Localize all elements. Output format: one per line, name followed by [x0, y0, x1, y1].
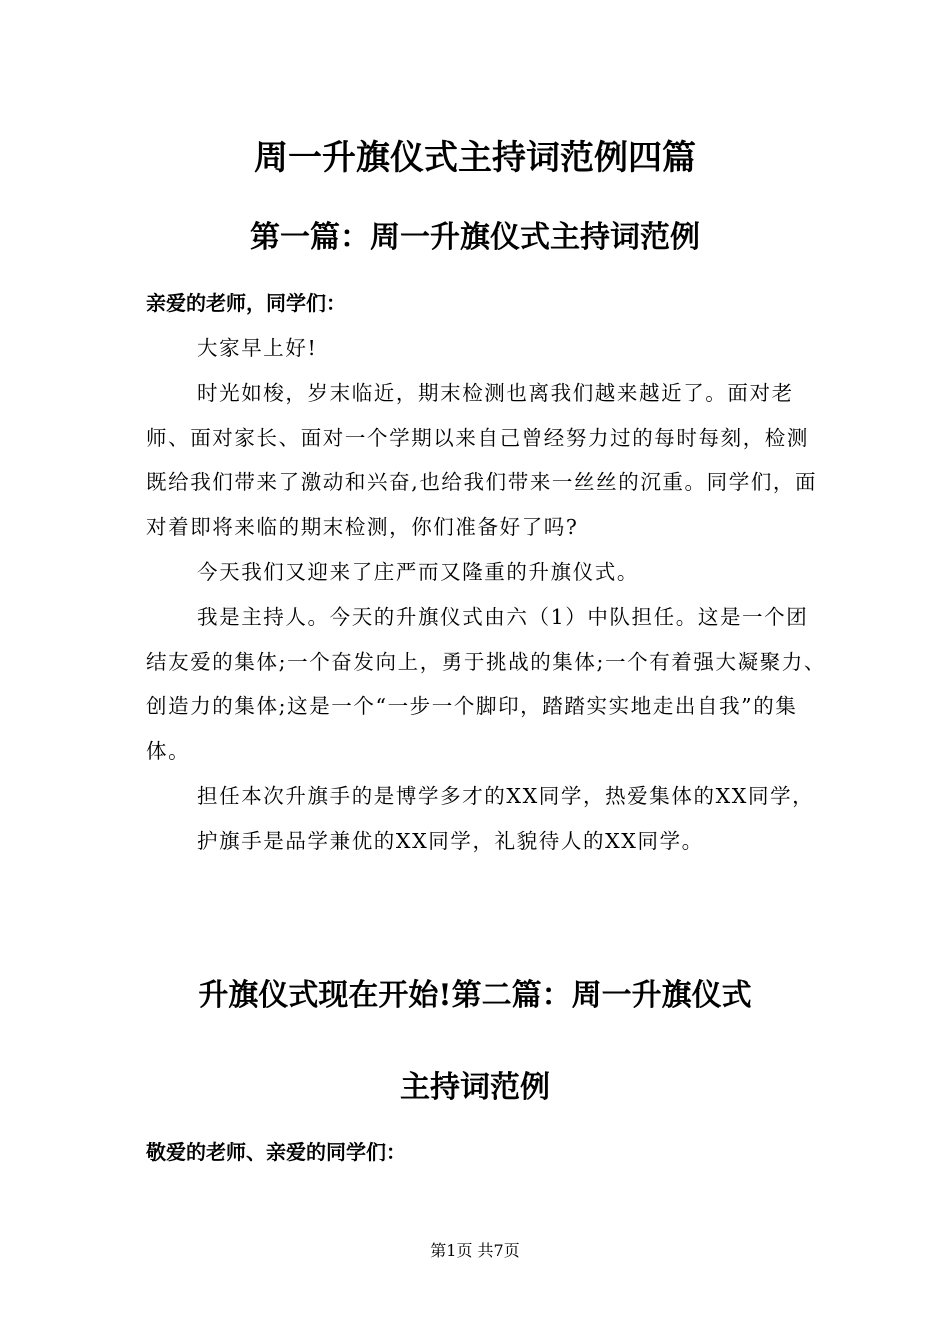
- section2-heading-line1: 升旗仪式现在开始!第二篇：周一升旗仪式: [198, 978, 752, 1013]
- paragraph: 担任本次升旗手的是博学多才的XX同学，热爱集体的XX同学，: [197, 783, 815, 808]
- paragraph: 大家早上好!: [197, 336, 318, 360]
- section2-heading-line2: 主持词范例: [400, 1070, 550, 1105]
- section1-salutation: 亲爱的老师，同学们：: [146, 291, 346, 315]
- paragraph: 我是主持人。今天的升旗仪式由六（1）中队担任。这是一个团结友爱的集体;一个奋发向上，勇于挑战的集体;一个有着强大凝聚力、创造力的集体;这是一个“一步一个脚印，踏踏实实地走出自我”的集体。: [146, 604, 827, 764]
- section1-heading: 第一篇：周一升旗仪式主持词范例: [250, 220, 700, 255]
- paragraph: 护旗手是品学兼优的XX同学，礼貌待人的XX同学。: [197, 828, 704, 853]
- section1-body: [146, 326, 826, 864]
- document-title: 周一升旗仪式主持词范例四篇: [254, 138, 696, 178]
- section2-salutation: 敬爱的老师、亲爱的同学们：: [146, 1140, 406, 1164]
- paragraph: 时光如梭，岁末临近，期末检测也离我们越来越近了。面对老师、面对家长、面对一个学期以来自己曾经努力过的每时每刻，检测既给我们带来了激动和兴奋,也给我们带来一丝丝的沉重。同学们，面对着即将来临的期末检测，你们准备好了吗?: [146, 380, 818, 540]
- page-footer: 第1页 共7页: [430, 1241, 520, 1260]
- paragraph: 今天我们又迎来了庄严而又隆重的升旗仪式。: [197, 559, 639, 584]
